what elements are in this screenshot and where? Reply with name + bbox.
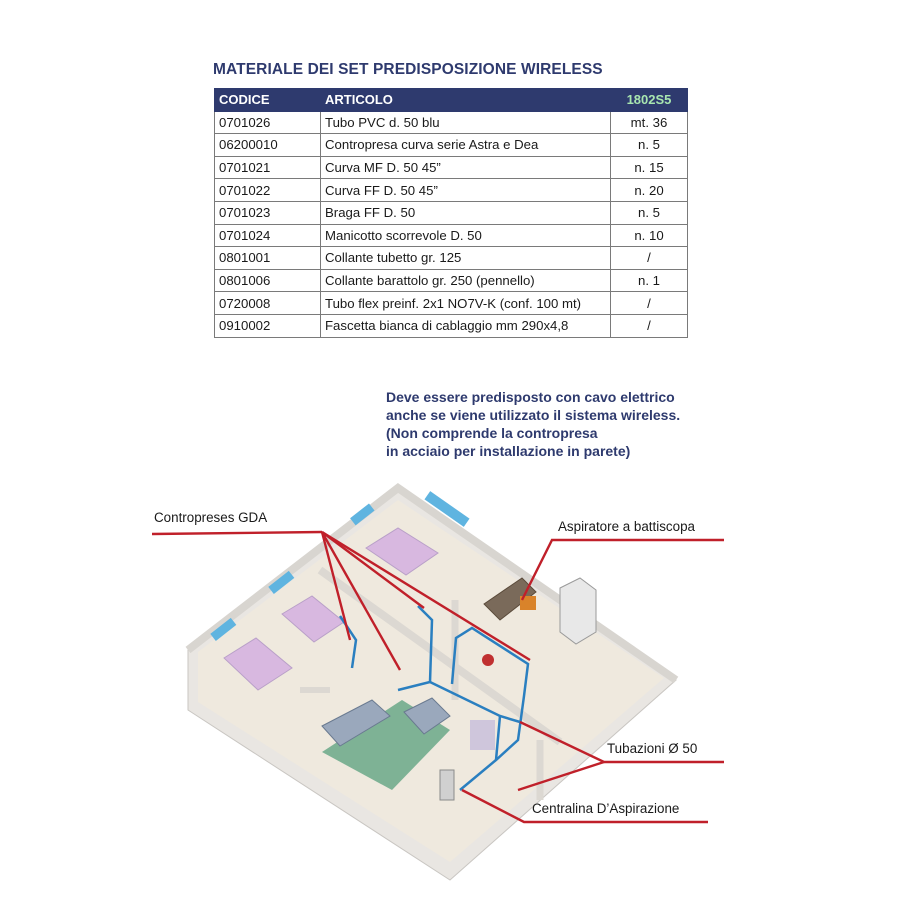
label-tubazioni: Tubazioni Ø 50 bbox=[607, 741, 698, 756]
row-code: 06200010 bbox=[215, 134, 321, 157]
row-qty: n. 20 bbox=[611, 179, 688, 202]
row-article: Collante tubetto gr. 125 bbox=[321, 247, 611, 270]
row-qty: n. 10 bbox=[611, 224, 688, 247]
page-title: MATERIALE DEI SET PREDISPOSIZIONE WIRELESS bbox=[213, 61, 603, 78]
fridge bbox=[560, 578, 596, 644]
row-qty: n. 5 bbox=[611, 134, 688, 157]
row-qty: / bbox=[611, 247, 688, 270]
row-qty: n. 1 bbox=[611, 269, 688, 292]
row-code: 0720008 bbox=[215, 292, 321, 315]
note-line: anche se viene utilizzato il sistema wireless. bbox=[386, 407, 681, 423]
callout-line-contropreses bbox=[152, 532, 322, 534]
row-article: Manicotto scorrevole D. 50 bbox=[321, 224, 611, 247]
row-qty: mt. 36 bbox=[611, 111, 688, 134]
row-article: Curva FF D. 50 45” bbox=[321, 179, 611, 202]
note-line: Deve essere predisposto con cavo elettrico bbox=[386, 389, 675, 405]
label-contropreses: Contropreses GDA bbox=[154, 510, 268, 525]
row-article: Braga FF D. 50 bbox=[321, 201, 611, 224]
header-code: CODICE bbox=[215, 89, 321, 112]
row-qty: n. 15 bbox=[611, 156, 688, 179]
row-article: Tubo PVC d. 50 blu bbox=[321, 111, 611, 134]
note-line: (Non comprende la contropresa bbox=[386, 425, 598, 441]
row-code: 0801006 bbox=[215, 269, 321, 292]
header-article: ARTICOLO bbox=[321, 89, 611, 112]
row-article: Contropresa curva serie Astra e Dea bbox=[321, 134, 611, 157]
row-article: Tubo flex preinf. 2x1 NO7V-K (conf. 100 mt) bbox=[321, 292, 611, 315]
header-set: 1802S5 bbox=[611, 89, 688, 112]
row-code: 0801001 bbox=[215, 247, 321, 270]
plant bbox=[482, 654, 494, 666]
row-qty: / bbox=[611, 292, 688, 315]
row-code: 0910002 bbox=[215, 314, 321, 337]
row-article: Curva MF D. 50 45” bbox=[321, 156, 611, 179]
row-code: 0701021 bbox=[215, 156, 321, 179]
row-qty: n. 5 bbox=[611, 201, 688, 224]
central-unit bbox=[440, 770, 454, 800]
row-article: Collante barattolo gr. 250 (pennello) bbox=[321, 269, 611, 292]
label-centralina: Centralina D’Aspirazione bbox=[532, 801, 680, 816]
row-code: 0701024 bbox=[215, 224, 321, 247]
note-line: in acciaio per installazione in parete) bbox=[386, 443, 631, 459]
row-qty: / bbox=[611, 314, 688, 337]
row-article: Fascetta bianca di cablaggio mm 290x4,8 bbox=[321, 314, 611, 337]
label-aspiratore: Aspiratore a battiscopa bbox=[558, 519, 695, 534]
row-code: 0701026 bbox=[215, 111, 321, 134]
row-code: 0701022 bbox=[215, 179, 321, 202]
row-code: 0701023 bbox=[215, 201, 321, 224]
